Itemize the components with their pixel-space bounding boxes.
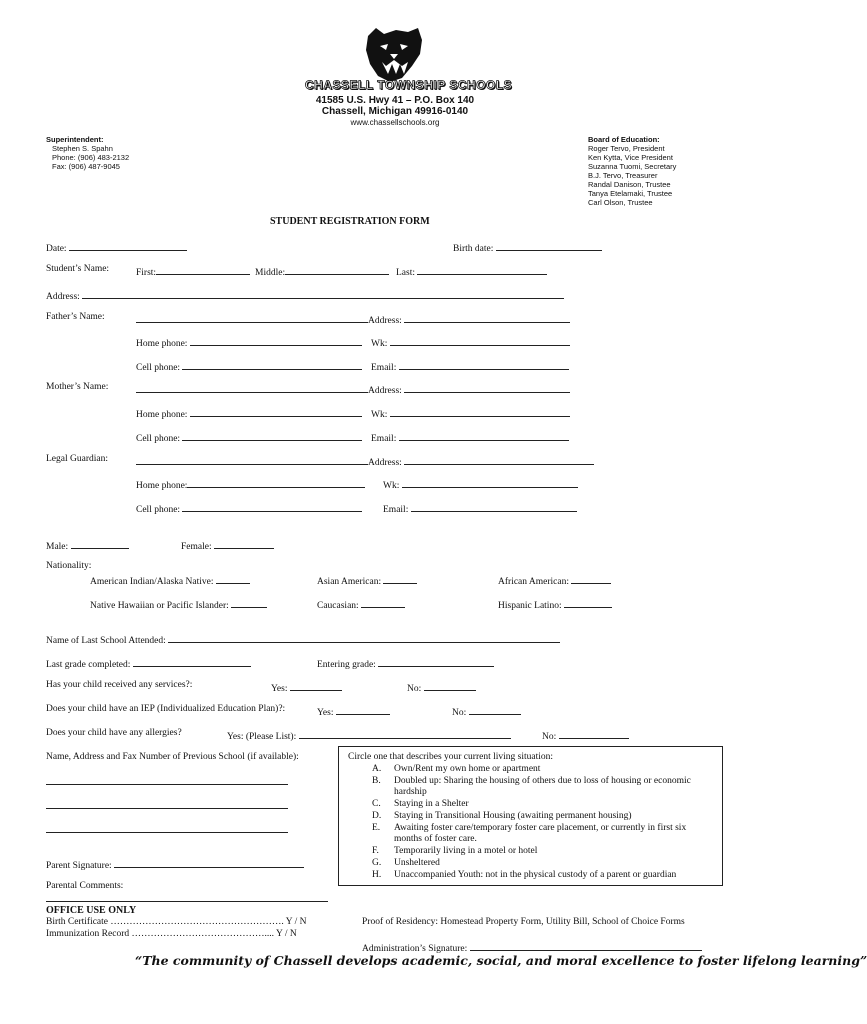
fathers-name-field[interactable]: [136, 312, 368, 323]
services-question: Has your child received any services?:: [46, 680, 193, 690]
board-member: B.J. Tervo, Treasurer: [588, 171, 658, 180]
students-name-label: Student’s Name:: [46, 264, 110, 274]
last-label: Last:: [396, 268, 415, 278]
asian-field[interactable]: [383, 573, 417, 584]
african-field[interactable]: [571, 573, 611, 584]
iep-yes-field[interactable]: [336, 704, 390, 715]
living-option-letter: E.: [372, 823, 381, 833]
living-option-text[interactable]: hardship: [394, 787, 427, 797]
board-title: Board of Education:: [588, 135, 660, 144]
superintendent-name: Stephen S. Spahn: [52, 144, 113, 153]
last-school-label: Name of Last School Attended:: [46, 636, 166, 646]
board-member: Tanya Etelamaki, Trustee: [588, 189, 673, 198]
allergies-no-label: No:: [542, 732, 557, 742]
living-option-text[interactable]: Unaccompanied Youth: not in the physical custody of a parent or guardian: [394, 870, 677, 880]
previous-school-line-3[interactable]: [46, 823, 288, 833]
superintendent-title: Superintendent:: [46, 135, 104, 144]
superintendent-fax: Fax: (906) 487-9045: [52, 162, 120, 171]
date-label: Date:: [46, 244, 67, 254]
parental-comments-field[interactable]: [46, 893, 328, 902]
father-address-label: Address:: [368, 316, 402, 326]
female-label: Female:: [181, 542, 212, 552]
allergies-yes-label: Yes: (Please List):: [227, 732, 297, 742]
birth-date-field[interactable]: [496, 240, 602, 251]
father-wk-field[interactable]: [390, 335, 570, 346]
parent-signature-field[interactable]: [114, 857, 304, 868]
american-indian-field[interactable]: [216, 573, 250, 584]
board-member: Roger Tervo, President: [588, 144, 665, 153]
immunization-line: Immunization Record …………………………………….... Y / N: [46, 929, 297, 939]
father-cell-phone-label: Cell phone:: [136, 363, 181, 373]
iep-no-field[interactable]: [469, 704, 521, 715]
living-option-letter: A.: [372, 764, 382, 774]
legal-guardian-field[interactable]: [136, 454, 368, 465]
father-cell-phone-field[interactable]: [182, 359, 362, 370]
living-option-letter: G.: [372, 858, 382, 868]
panther-head-icon: [362, 26, 426, 84]
hispanic-field[interactable]: [564, 597, 612, 608]
iep-no-label: No:: [452, 708, 467, 718]
guardian-email-field[interactable]: [411, 501, 577, 512]
services-yes-field[interactable]: [290, 680, 342, 691]
services-no-field[interactable]: [424, 680, 476, 691]
mothers-name-field[interactable]: [136, 382, 368, 393]
father-email-field[interactable]: [399, 359, 569, 370]
guardian-address-label: Address:: [368, 458, 402, 468]
entering-grade-label: Entering grade:: [317, 660, 376, 670]
last-school-field[interactable]: [168, 632, 560, 643]
admin-signature-field[interactable]: [470, 940, 702, 951]
asian-label: Asian American:: [317, 577, 382, 587]
guardian-email-label: Email:: [383, 505, 409, 515]
father-wk-label: Wk:: [371, 339, 388, 349]
living-option-text[interactable]: Staying in Transitional Housing (awaiting permanent housing): [394, 811, 632, 821]
hawaiian-label: Native Hawaiian or Pacific Islander:: [90, 601, 229, 611]
male-field[interactable]: [71, 538, 129, 549]
previous-school-line-1[interactable]: [46, 775, 288, 785]
panther-logo: [362, 26, 426, 84]
living-situation-intro: Circle one that describes your current living situation:: [348, 752, 553, 762]
birth-date-label: Birth date:: [453, 244, 494, 254]
mothers-name-label: Mother’s Name:: [46, 382, 109, 392]
last-grade-label: Last grade completed:: [46, 660, 131, 670]
guardian-wk-field[interactable]: [402, 477, 578, 488]
mother-cell-phone-field[interactable]: [182, 430, 362, 441]
guardian-cell-phone-field[interactable]: [182, 501, 362, 512]
father-email-label: Email:: [371, 363, 397, 373]
caucasian-label: Caucasian:: [317, 601, 359, 611]
last-name-field[interactable]: [417, 264, 547, 275]
guardian-wk-label: Wk:: [383, 481, 400, 491]
father-home-phone-field[interactable]: [190, 335, 362, 346]
living-option-letter: H.: [372, 870, 382, 880]
superintendent-phone: Phone: (906) 483-2132: [52, 153, 130, 162]
last-grade-field[interactable]: [133, 656, 251, 667]
hispanic-label: Hispanic Latino:: [498, 601, 562, 611]
allergies-question: Does your child have any allergies?: [46, 728, 182, 738]
iep-question: Does your child have an IEP (Individualized Education Plan)?:: [46, 704, 286, 714]
iep-yes-label: Yes:: [317, 708, 334, 718]
living-option-text[interactable]: Staying in a Shelter: [394, 799, 469, 809]
school-website: www.chassellschools.org: [350, 118, 440, 127]
guardian-address-field[interactable]: [404, 454, 594, 465]
nationality-label: Nationality:: [46, 561, 92, 571]
school-name: CHASSELL TOWNSHIP SCHOOLS: [305, 78, 513, 92]
allergies-list-field[interactable]: [299, 728, 511, 739]
board-member: Suzanna Tuomi, Secretary: [588, 162, 677, 171]
first-label: First:: [136, 268, 157, 278]
entering-grade-field[interactable]: [378, 656, 494, 667]
birth-certificate-line: Birth Certificate ………………………………………………. Y / N: [46, 917, 307, 927]
caucasian-field[interactable]: [361, 597, 405, 608]
admin-signature-label: Administration’s Signature:: [362, 944, 468, 954]
mother-address-label: Address:: [368, 386, 402, 396]
guardian-home-phone-label: Home phone:: [136, 481, 188, 491]
living-option-text[interactable]: Own/Rent my own home or apartment: [394, 764, 541, 774]
living-option-text[interactable]: Unsheltered: [394, 858, 440, 868]
board-member: Carl Olson, Trustee: [588, 198, 653, 207]
mother-home-phone-label: Home phone:: [136, 410, 188, 420]
father-home-phone-label: Home phone:: [136, 339, 188, 349]
services-yes-label: Yes:: [271, 684, 288, 694]
middle-label: Middle:: [255, 268, 286, 278]
address-label: Address:: [46, 292, 80, 302]
parent-signature-label: Parent Signature:: [46, 861, 112, 871]
mother-email-label: Email:: [371, 434, 397, 444]
living-option-letter: F.: [372, 846, 379, 856]
school-address-line2: Chassell, Michigan 49916-0140: [321, 106, 469, 117]
guardian-cell-phone-label: Cell phone:: [136, 505, 181, 515]
living-option-text[interactable]: Awaiting foster care/temporary foster care placement, or currently in first six: [394, 823, 687, 833]
services-no-label: No:: [407, 684, 422, 694]
mother-cell-phone-label: Cell phone:: [136, 434, 181, 444]
mother-wk-field[interactable]: [390, 406, 570, 417]
living-option-letter: C.: [372, 799, 381, 809]
hawaiian-field[interactable]: [231, 597, 267, 608]
living-option-text[interactable]: Temporarily living in a motel or hotel: [394, 846, 538, 856]
form-title: STUDENT REGISTRATION FORM: [270, 216, 430, 227]
previous-school-label: Name, Address and Fax Number of Previous School (if available):: [46, 752, 299, 762]
school-motto: “The community of Chassell develops academic, social, and moral excellence to foster lifelong learning”: [135, 953, 867, 968]
mother-wk-label: Wk:: [371, 410, 388, 420]
board-member: Ken Kytta, Vice President: [588, 153, 673, 162]
school-address-line1: 41585 U.S. Hwy 41 – P.O. Box 140: [315, 95, 475, 106]
american-indian-label: American Indian/Alaska Native:: [90, 577, 214, 587]
office-use-title: OFFICE USE ONLY: [46, 905, 137, 916]
address-field[interactable]: [82, 288, 564, 299]
living-option-letter: B.: [372, 776, 381, 786]
living-option-text[interactable]: months of foster care.: [394, 834, 477, 844]
father-address-field[interactable]: [404, 312, 570, 323]
african-label: African American:: [498, 577, 569, 587]
previous-school-line-2[interactable]: [46, 799, 288, 809]
mother-address-field[interactable]: [404, 382, 570, 393]
fathers-name-label: Father’s Name:: [46, 312, 105, 322]
date-field[interactable]: [69, 240, 187, 251]
guardian-home-phone-field[interactable]: [187, 477, 365, 488]
first-name-field[interactable]: [156, 264, 250, 275]
living-option-text[interactable]: Doubled up: Sharing the housing of others due to loss of housing or economic: [394, 776, 691, 786]
allergies-no-field[interactable]: [559, 728, 629, 739]
board-member: Randal Danison, Trustee: [588, 180, 671, 189]
middle-name-field[interactable]: [285, 264, 389, 275]
mother-email-field[interactable]: [399, 430, 569, 441]
legal-guardian-label: Legal Guardian:: [46, 454, 108, 464]
male-label: Male:: [46, 542, 69, 552]
parental-comments-label: Parental Comments:: [46, 881, 124, 891]
living-option-letter: D.: [372, 811, 382, 821]
proof-of-residency: Proof of Residency: Homestead Property Form, Utility Bill, School of Choice Forms: [362, 917, 685, 927]
mother-home-phone-field[interactable]: [190, 406, 362, 417]
female-field[interactable]: [214, 538, 274, 549]
